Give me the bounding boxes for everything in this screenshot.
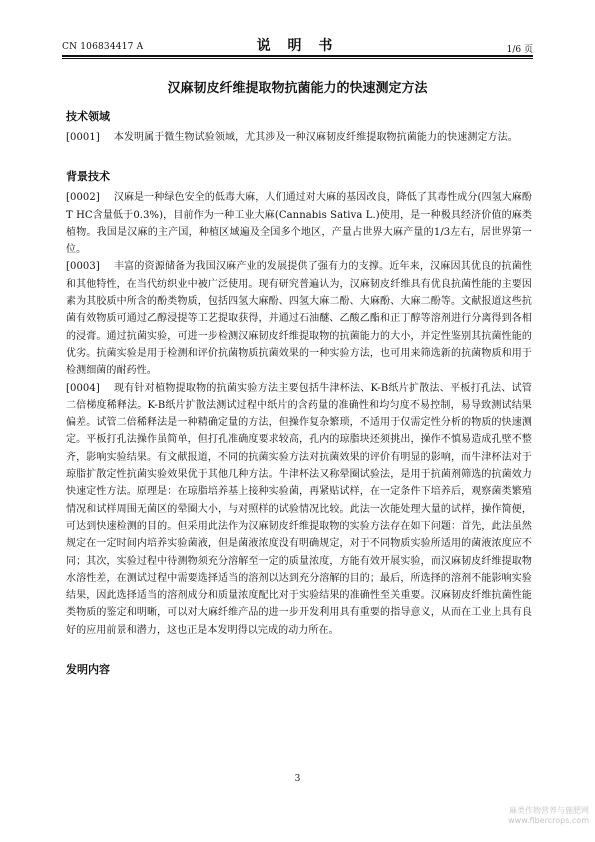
section-heading-tech-field: 技术领域: [66, 110, 110, 123]
paragraph-number: [0003]: [66, 261, 100, 273]
header-rule-thin: [62, 58, 533, 59]
paragraph-text: 丰富的资源储备为我国汉麻产业的发展提供了强有力的支撑。近年来，汉麻因其优良的抗菌性和其他特性，在当代纺织业中被广泛使用。现有研究普遍认为，汉麻韧皮纤维具有优良抗菌性能的主要因素为其胶质中所含的酚类物质，包括四氢大麻酚、四氢大麻二酚、大麻酚、大麻二酚等。文献报道这些抗菌有效物质可通过乙醇浸提等工艺提取获得，并通过石油醚、乙酸乙酯和正丁醇等溶剂进行分离得到各相的浸膏。通过抗菌实验，可进一步检测汉麻韧皮纤维提取物的抗菌能力的大小，并定性鉴别其抗菌性能的优劣。抗菌实验是用于检测和评价抗菌物质抗菌效果的一种实验方法，也可用来筛选新的抗菌物质和用于检测细菌的耐药性。: [66, 261, 532, 377]
paragraph-text: 现有针对植物提取物的抗菌实验方法主要包括牛津杯法、K-B纸片扩散法、平板打孔法、试管二倍梯度稀释法。K-B纸片扩散法测试过程中纸片的含药量的准确性和均匀度不易控制，易导致测试结果偏差。试管二倍稀释法是一种精确定量的方法，但操作复杂繁琐，不适用于仅需定性分析的物质的快速测定。平板打孔法操作虽简单，但打孔准确度要求较高，孔内的琼脂块还须挑出，操作不慎易造成孔壁不整齐，影响实验结果。有文献报道，不同的抗菌实验方法对抗菌效果的评价有明显的影响，而牛津杯法对于琼脂扩散定性抗菌实验效果优于其他几种方法。牛津杯法又称晕圈试验法，是用于抗菌剂筛选的抗菌效力快速定性方法。原理是：在琼脂培养基上接种实验菌，再紧贴试样，在一定条件下培养后，观察菌类繁殖情况和试样周围无菌区的晕圈大小，与对照样的试验情况比较。此法一次能处理大量的试样，操作简便，可达到快速检测的目的。但采用此法作为汉麻韧皮纤维提取物的实验方法存在如下问题：首先，此法虽然规定在一定时间内培养实验菌液，但是菌液浓度没有明确规定，对于不同物质实验所适用的菌液浓度应不同；其次，实验过程中待测物须充分溶解至一定的质量浓度，方能有效开展实验，而汉麻韧皮纤维提取物水溶性差，在测试过程中需要选择适当的溶剂以达到充分溶解的目的；最后，所选择的溶剂不能影响实验结果，因此选择适当的溶剂成分和质量浓度配比对于实验结果的准确性至关重要。汉麻韧皮纤维抗菌性能类物质的鉴定和明晰，可以对大麻纤维产品的进一步开发利用具有重要的指导意义，从而在工业上具有良好的应用前景和潜力，这也正是本发明得以完成的动力所在。: [66, 382, 532, 636]
header-rule-thick: [62, 55, 533, 57]
paragraph-0003: [66, 258, 532, 379]
watermark-line-1: 麻类作物营养与施肥网: [509, 806, 589, 815]
paragraph-number: [0001]: [66, 132, 100, 143]
paragraph-0001: [66, 129, 532, 146]
section-heading-background: 背景技术: [66, 170, 110, 184]
document-title: 汉麻韧皮纤维提取物抗菌能力的快速测定方法: [167, 81, 428, 96]
paragraph-0002: [66, 189, 532, 258]
paragraph-number: [0004]: [66, 382, 100, 394]
document-type: 说 明 书: [256, 38, 339, 54]
paragraph-text: 汉麻是一种绿色安全的低毒大麻，人们通过对大麻的基因改良，降低了其毒性成分(四氢大麻酚T HC含量低于0.3%)，目前作为一种工业大麻(Cannabis Sativa L.)使用，是一种极具经济价值的麻类植物。我国是汉麻的主产国，种植区域遍及全国多个地区，产量占世界大麻产量的1/3左右，居世界第一位。: [66, 192, 532, 256]
page-header: [62, 32, 533, 54]
document-body: [66, 108, 532, 682]
section-heading-summary: 发明内容: [66, 663, 110, 677]
paragraph-number: [0002]: [66, 192, 100, 204]
site-watermark: [439, 806, 589, 826]
patent-number: CN 106834417 A: [62, 42, 144, 52]
page-indicator: 1/6 页: [506, 45, 533, 55]
paragraph-text: 本发明属于微生物试验领域，尤其涉及一种汉麻韧皮纤维提取物抗菌能力的快速测定方法。: [113, 132, 518, 143]
watermark-line-2: www.fibercrops.com: [508, 816, 589, 825]
paragraph-0004: [66, 380, 532, 639]
page-number: 3: [294, 774, 301, 784]
